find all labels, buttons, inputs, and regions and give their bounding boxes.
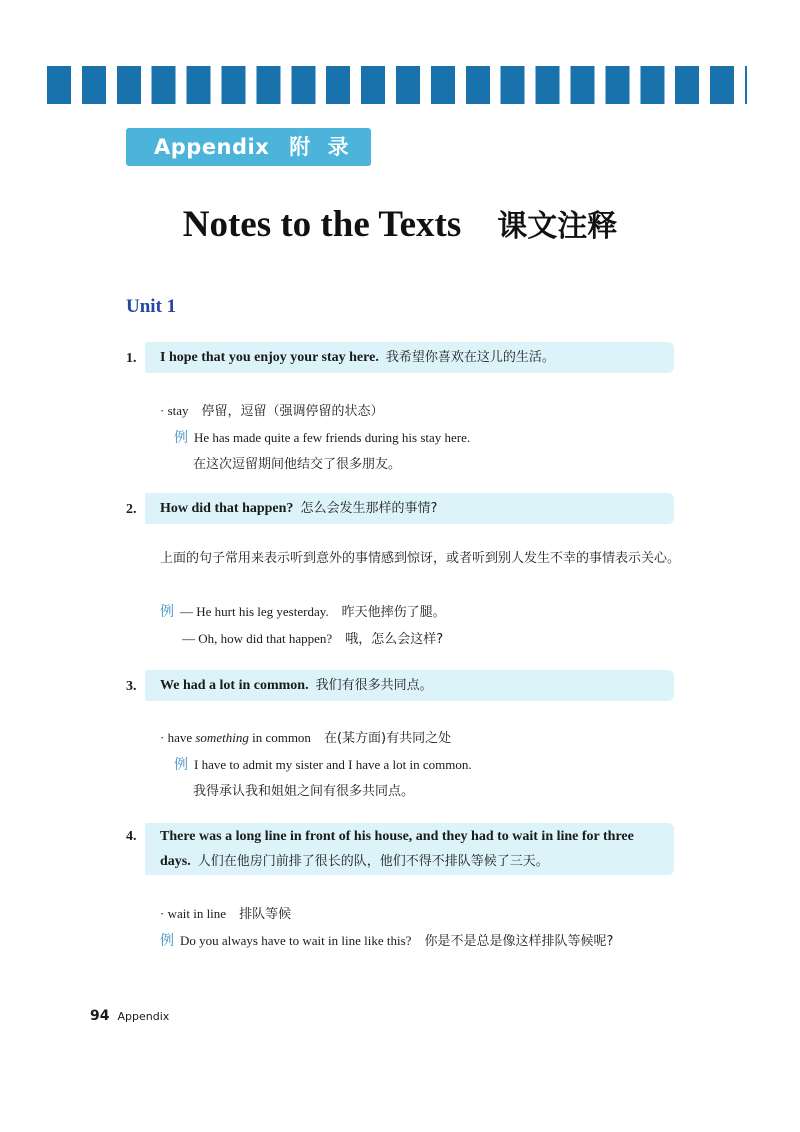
- term-pre: · have: [160, 730, 196, 745]
- term-meaning: 排队等候: [239, 907, 292, 922]
- note-sentence: We had a lot in common.: [160, 678, 309, 693]
- note-translation: 怎么会发生那样的事情?: [300, 501, 438, 516]
- term-meaning: 停留，逗留（强调停留的状态）: [201, 404, 384, 419]
- note-sentence: There was a long line in front of his house, and they had to wait in line for three: [160, 829, 634, 844]
- dialog-cn: 哦，怎么会这样?: [345, 632, 444, 647]
- page-footer: [90, 1007, 169, 1025]
- note-sentence-box: [145, 493, 674, 524]
- dialog-cn: 昨天他摔伤了腿。: [341, 605, 446, 620]
- appendix-tag: [126, 128, 371, 166]
- note-number: 4.: [126, 829, 137, 844]
- example-line: [174, 427, 470, 447]
- example-en: I have to admit my sister and I have a lot in common.: [194, 757, 472, 772]
- example-cn: 在这次逗留期间他结交了很多朋友。: [193, 457, 402, 472]
- example-cn: 我得承认我和姐姐之间有很多共同点。: [193, 784, 415, 799]
- note-translation: 我们有很多共同点。: [315, 678, 433, 693]
- appendix-tag-en: Appendix: [154, 135, 270, 159]
- page-title-en: Notes to the Texts: [182, 204, 462, 245]
- term-post: in common: [248, 730, 311, 745]
- term-line: [160, 903, 291, 922]
- term-meaning: 在(某方面)有共同之处: [323, 731, 452, 746]
- note-number: 3.: [126, 679, 137, 694]
- example-line: [160, 930, 613, 950]
- dialog-line: [160, 601, 446, 621]
- example-cn-line: [193, 453, 401, 472]
- term: · stay: [160, 403, 189, 418]
- dialog-line: [182, 628, 443, 647]
- header-stripe-band: [47, 66, 747, 104]
- term: · wait in line: [160, 906, 227, 921]
- page-title: [0, 201, 800, 246]
- example-en: He has made quite a few friends during his stay here.: [194, 430, 471, 445]
- term-line: [160, 727, 451, 746]
- example-marker: 例: [174, 430, 188, 446]
- page-number: 94: [90, 1008, 110, 1024]
- dialog-en: — He hurt his leg yesterday.: [180, 604, 329, 619]
- appendix-tag-cn: 附 录: [289, 135, 354, 159]
- note-sentence-box: [145, 342, 674, 373]
- term-italic: something: [195, 730, 249, 745]
- note-number: 1.: [126, 351, 137, 366]
- note-number: 2.: [126, 502, 137, 517]
- note-sentence-cont: days.: [160, 854, 191, 869]
- unit-heading: Unit 1: [126, 296, 177, 317]
- dialog-en: — Oh, how did that happen?: [182, 631, 333, 646]
- example-en: Do you always have to wait in line like this?: [180, 933, 412, 948]
- term-line: [160, 400, 384, 419]
- example-marker: 例: [174, 757, 188, 773]
- example-marker: 例: [160, 604, 174, 620]
- example-cn-line: [193, 780, 414, 799]
- note-sentence-box: [145, 670, 674, 701]
- note-sentence: How did that happen?: [160, 501, 294, 516]
- note-translation: 我希望你喜欢在这儿的生活。: [385, 350, 555, 365]
- note-sentence-box: [145, 823, 674, 875]
- explanation-paragraph: 上面的句子常用来表示听到意外的事情感到惊讶，或者听到别人发生不幸的事情表示关心。: [160, 551, 681, 566]
- example-marker: 例: [160, 933, 174, 949]
- note-translation: 人们在他房门前排了很长的队，他们不得不排队等候了三天。: [197, 854, 549, 869]
- example-cn: 你是不是总是像这样排队等候呢?: [424, 934, 614, 949]
- footer-label: Appendix: [117, 1010, 170, 1023]
- example-line: [174, 754, 472, 774]
- page-title-cn: 课文注释: [497, 209, 618, 244]
- note-sentence: I hope that you enjoy your stay here.: [160, 350, 379, 365]
